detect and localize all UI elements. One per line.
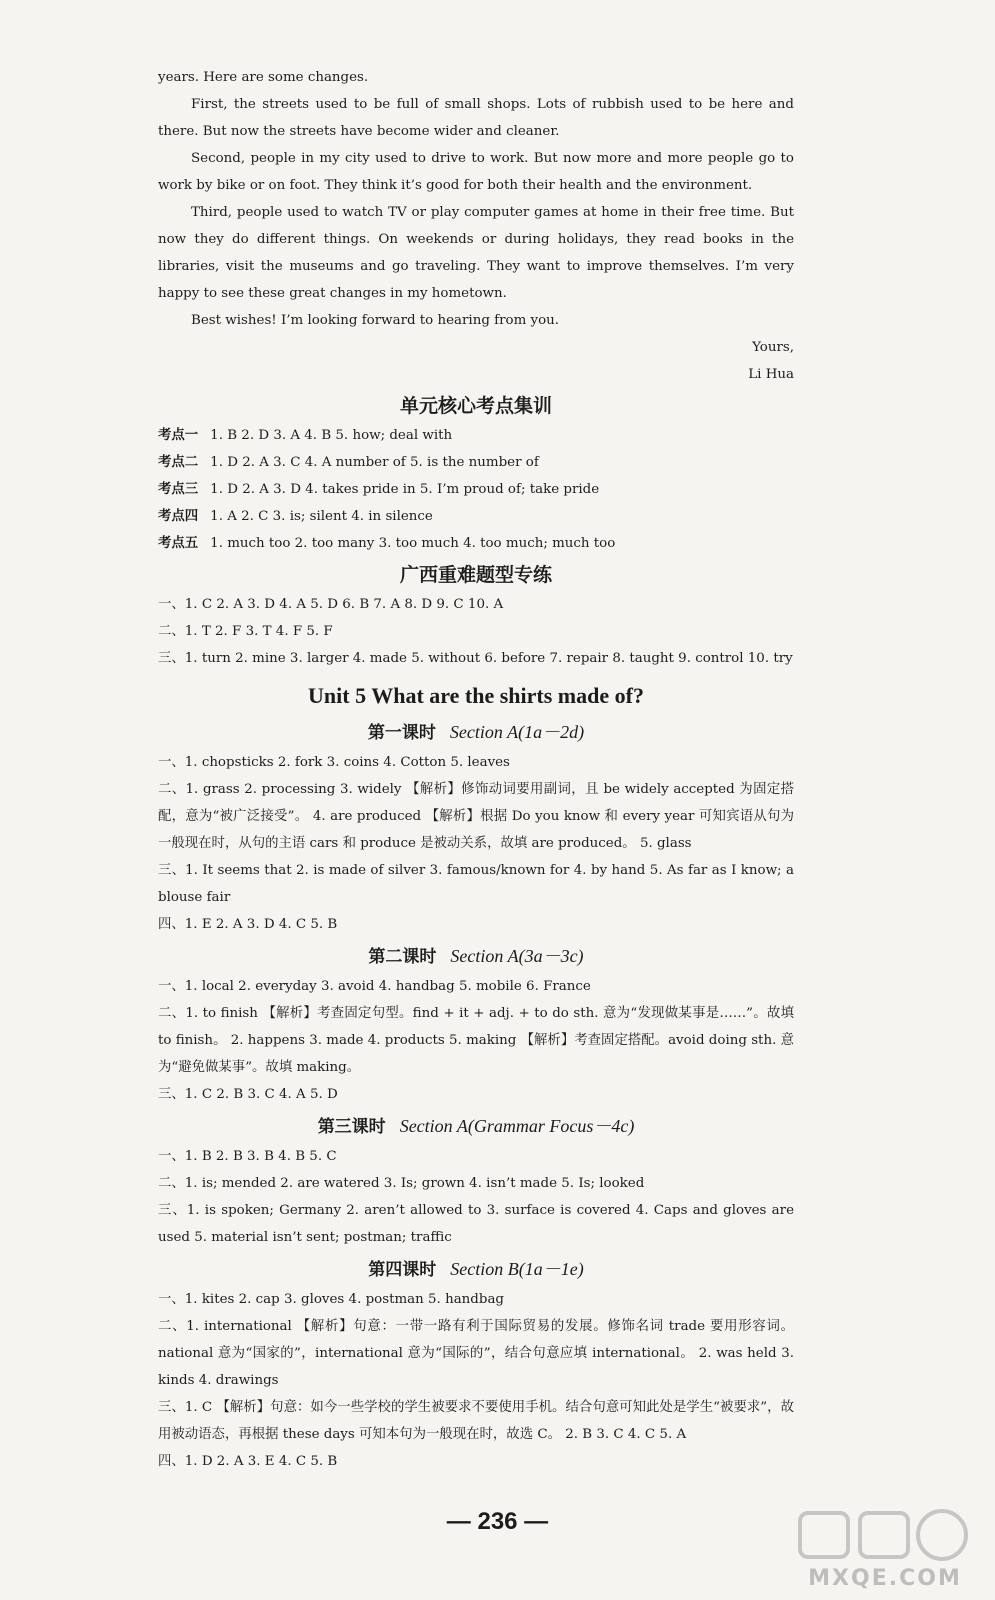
answer-row: 一、1. chopsticks 2. fork 3. coins 4. Cotton 5. leaves — [158, 755, 510, 770]
watermark-emblem-icon — [790, 1505, 980, 1565]
answer-row: 四、1. E 2. A 3. D 4. C 5. B — [158, 917, 338, 932]
core-section-title: 单元核心考点集训 — [399, 395, 552, 417]
core-row — [158, 503, 794, 530]
content-column — [158, 64, 794, 1475]
core-row-answers: 1. D 2. A 3. D 4. takes pride in 5. I’m proud of; take pride — [210, 482, 600, 497]
core-row-label: 考点四 — [158, 509, 199, 524]
lesson-heading — [158, 1253, 794, 1286]
lesson-heading — [158, 716, 794, 749]
core-row-answers: 1. much too 2. too many 3. too much 4. too much; much too — [210, 536, 616, 551]
lesson-section: Section A(3a－3c) — [450, 946, 584, 966]
answer-row: 三、1. It seems that 2. is made of silver 3. famous/known for 4. by hand 5. As far as I know; a blouse fair — [158, 863, 794, 905]
answer-row: 一、1. C 2. A 3. D 4. A 5. D 6. B 7. A 8. D 9. C 10. A — [158, 597, 504, 612]
answer-row: 二、1. international 【解析】句意：一带一路有利于国际贸易的发展。修饰名词 trade 要用形容词。national 意为“国家的”，international 意为“国际的”，结合句意应填 international。 2. was held 3. kinds 4. drawings — [158, 1319, 794, 1388]
core-row-answers: 1. B 2. D 3. A 4. B 5. how; deal with — [210, 428, 453, 443]
answer-row: 四、1. D 2. A 3. E 4. C 5. B — [158, 1454, 338, 1469]
core-row-label: 考点五 — [158, 536, 199, 551]
lesson-label: 第三课时 — [317, 1117, 386, 1137]
letter-paragraph: First, the streets used to be full of small shops. Lots of rubbish used to be here and there. But now the streets have become wider and cleaner. — [158, 97, 794, 139]
core-row-answers: 1. A 2. C 3. is; silent 4. in silence — [210, 509, 433, 524]
core-row — [158, 422, 794, 449]
lesson-heading — [158, 940, 794, 973]
core-row — [158, 476, 794, 503]
core-row-label: 考点一 — [158, 428, 199, 443]
core-row — [158, 530, 794, 557]
answer-row: 一、1. kites 2. cap 3. gloves 4. postman 5. handbag — [158, 1292, 504, 1307]
answer-row: 三、1. C 2. B 3. C 4. A 5. D — [158, 1087, 338, 1102]
answer-row: 一、1. B 2. B 3. B 4. B 5. C — [158, 1149, 337, 1164]
unit-title: Unit 5 What are the shirts made of? — [308, 683, 644, 708]
core-row — [158, 449, 794, 476]
lesson-section: Section B(1a－1e) — [450, 1259, 584, 1279]
lesson-label: 第一课时 — [367, 723, 436, 743]
lesson-section: Section A(Grammar Focus－4c) — [399, 1116, 635, 1136]
answer-row: 二、1. to finish 【解析】考查固定句型。find + it + adj. + to do sth. 意为“发现做某事是……”。故填 to finish。 2. happens 3. made 4. products 5. making 【解析】考查固定搭配。avoid doing sth. 意为“避免做某事”。故填 making。 — [158, 1006, 794, 1075]
core-row-answers: 1. D 2. A 3. C 4. A number of 5. is the number of — [210, 455, 539, 470]
letter-paragraph: Third, people used to watch TV or play computer games at home in their free time. But now they do different things. On weekends or during holidays, they read books in the libraries, visit the museums and go traveling. They want to improve themselves. I’m very happy to see these great changes in my hometown. — [158, 205, 794, 301]
answer-row: 三、1. turn 2. mine 3. larger 4. made 5. without 6. before 7. repair 8. taught 9. control 10. try — [158, 651, 793, 666]
guangxi-section-title: 广西重难题型专练 — [399, 564, 552, 586]
answer-row: 三、1. C 【解析】句意：如今一些学校的学生被要求不要使用手机。结合句意可知此处是学生“被要求”，故用被动语态，再根据 these days 可知本句为一般现在时，故选 C。 2. B 3. C 4. C 5. A — [158, 1400, 794, 1442]
watermark-logo — [790, 1505, 980, 1595]
core-row-label: 考点三 — [158, 482, 199, 497]
letter-signature: Li Hua — [748, 367, 794, 382]
letter-closing: Yours, — [752, 340, 794, 355]
answer-row: 一、1. local 2. everyday 3. avoid 4. handbag 5. mobile 6. France — [158, 979, 591, 994]
lesson-label: 第二课时 — [368, 947, 437, 967]
lesson-section: Section A(1a－2d) — [449, 722, 585, 742]
answer-row: 二、1. T 2. F 3. T 4. F 5. F — [158, 624, 333, 639]
core-row-label: 考点二 — [158, 455, 199, 470]
lesson-heading — [158, 1110, 794, 1143]
answer-row: 二、1. is; mended 2. are watered 3. Is; grown 4. isn’t made 5. Is; looked — [158, 1176, 645, 1191]
lesson-label: 第四课时 — [368, 1260, 437, 1280]
watermark-text: MXQE.COM — [808, 1566, 962, 1591]
answer-row: 二、1. grass 2. processing 3. widely 【解析】修饰动词要用副词，且 be widely accepted 为固定搭配，意为“被广泛接受”。 4. are produced 【解析】根据 Do you know 和 every year 可知宾语从句为一般现在时，从句的主语 cars 和 produce 是被动关系，故填 are produced。 5. glass — [158, 782, 794, 851]
page-number: — 236 — — [446, 1508, 549, 1535]
letter-paragraph: Best wishes! I’m looking forward to hearing from you. — [191, 313, 560, 328]
letter-paragraph: years. Here are some changes. — [158, 70, 369, 85]
answer-row: 三、1. is spoken; Germany 2. aren’t allowed to 3. surface is covered 4. Caps and gloves are used 5. material isn’t sent; postman; traffic — [158, 1203, 794, 1245]
letter-paragraph: Second, people in my city used to drive to work. But now more and more people go to work by bike or on foot. They think it’s good for both their health and the environment. — [158, 151, 794, 193]
